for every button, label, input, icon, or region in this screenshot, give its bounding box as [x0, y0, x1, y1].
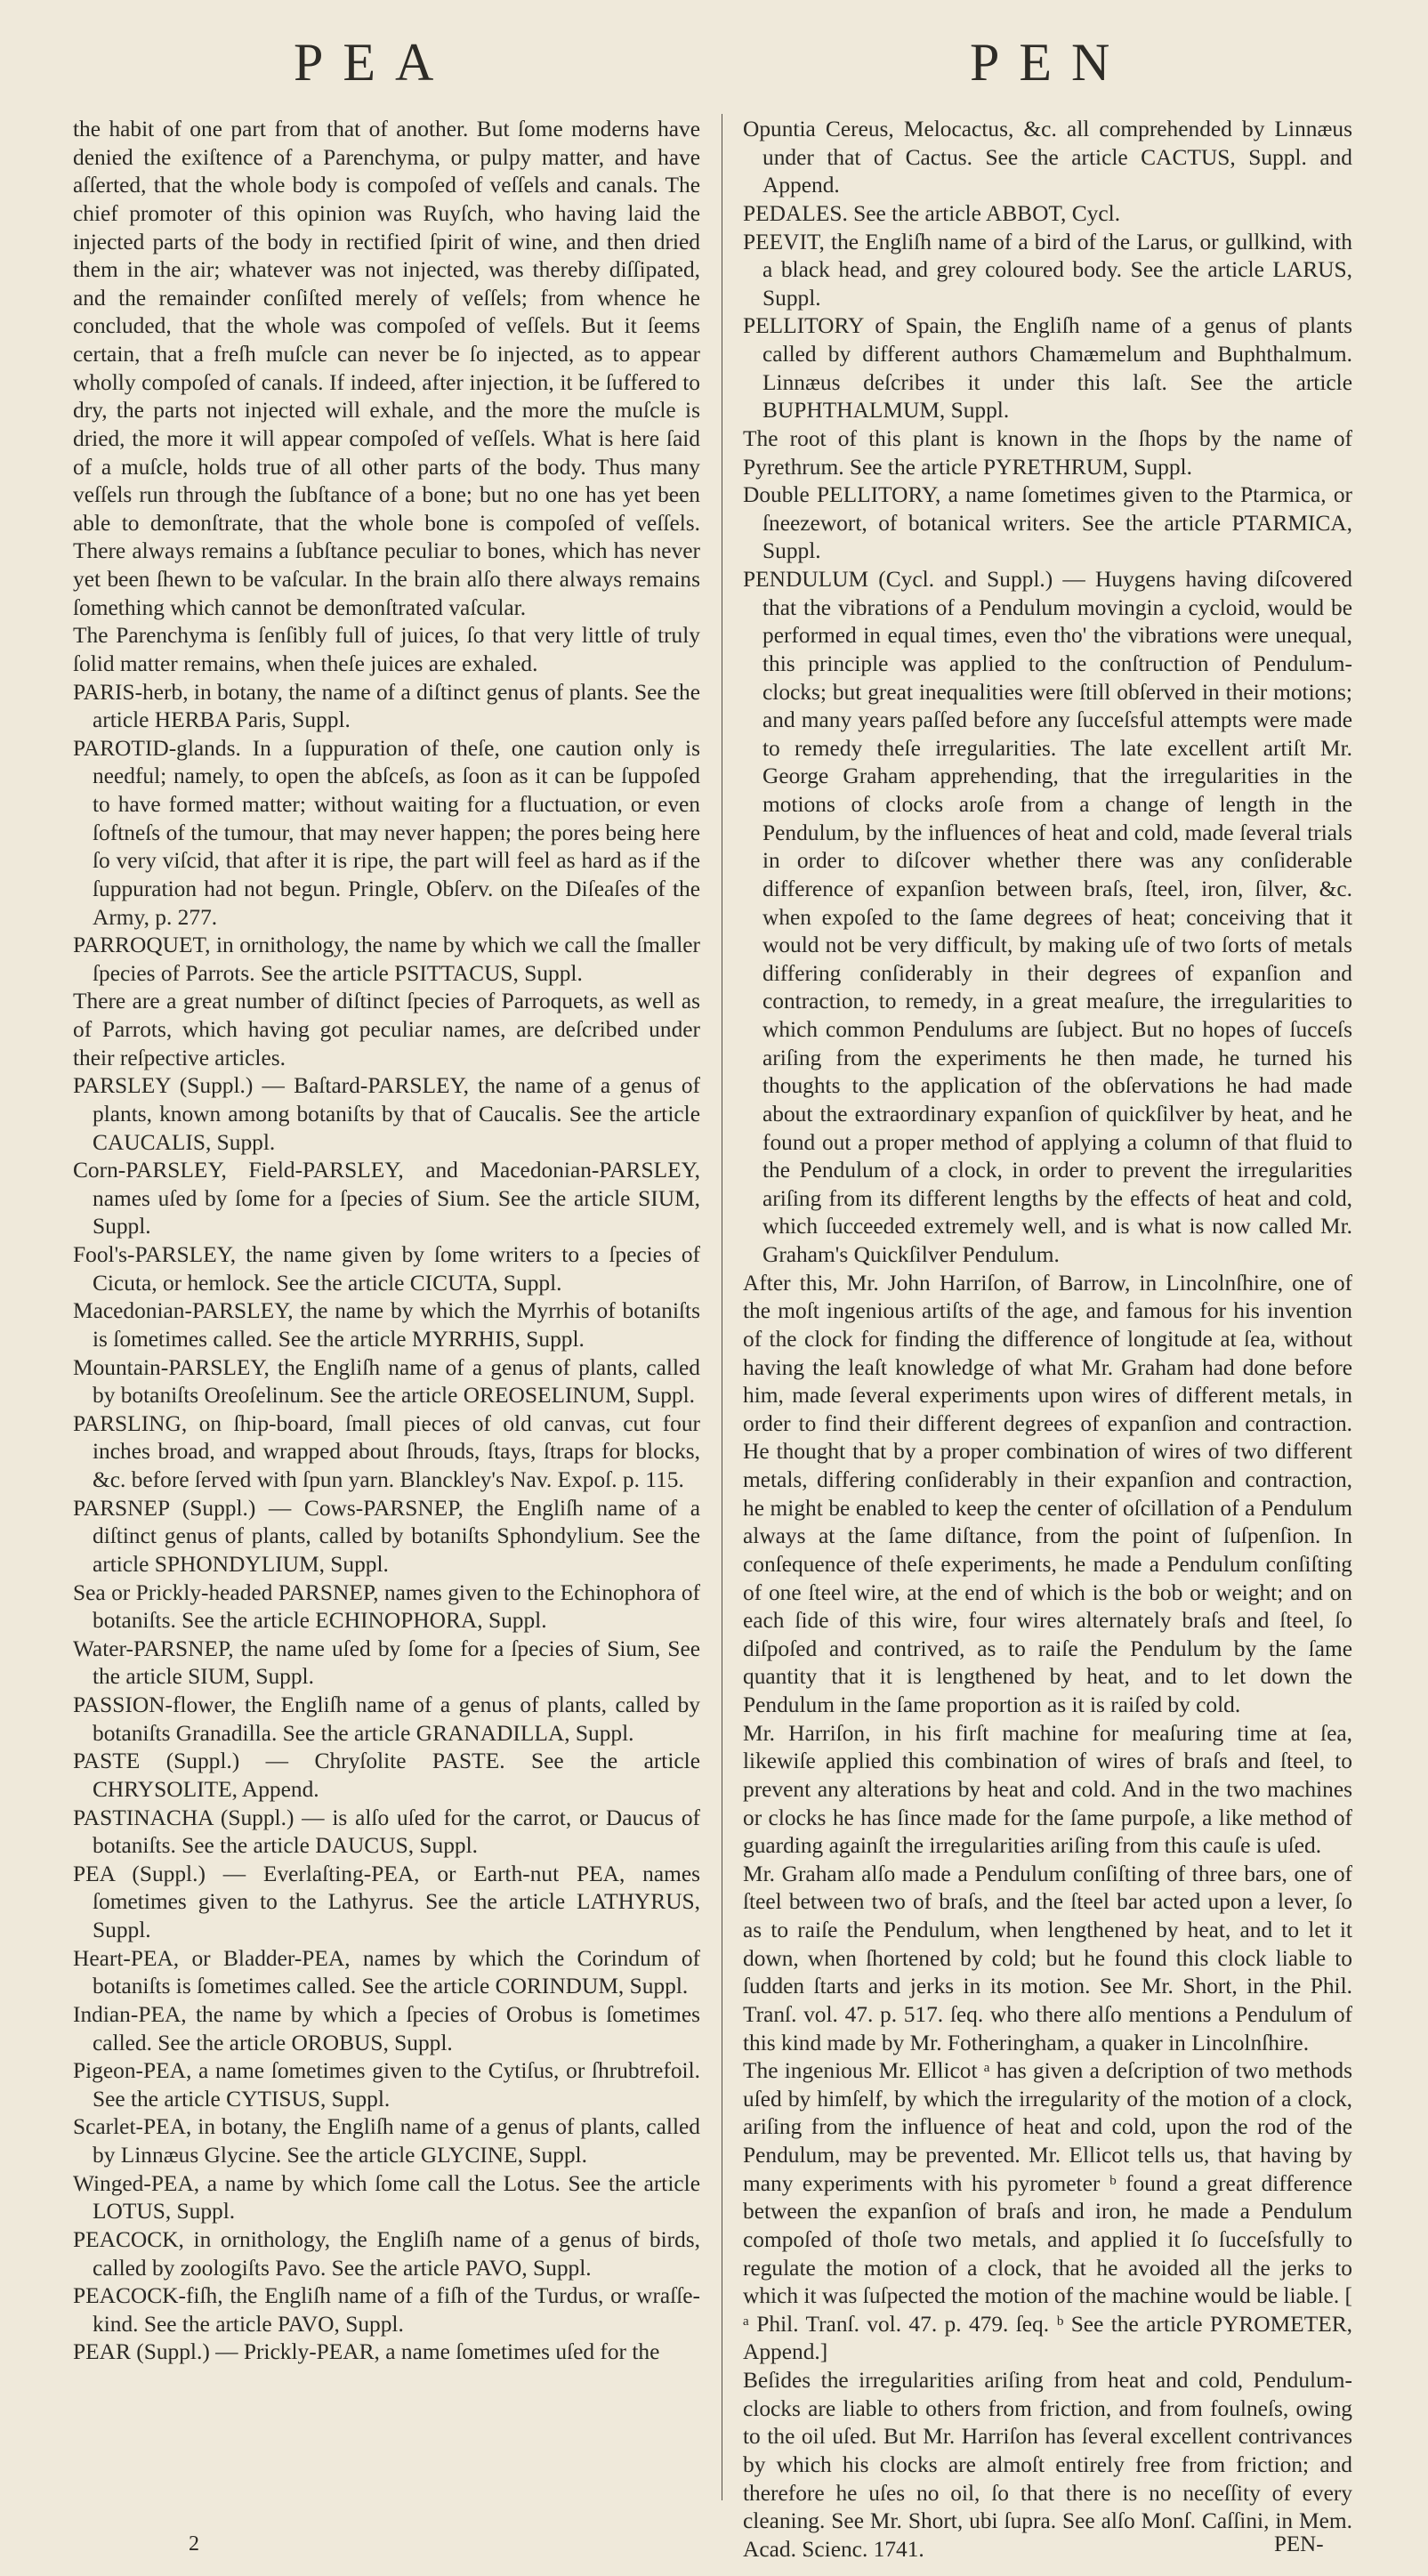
dictionary-entry: PARROQUET, in ornithology, the name by which we call the ſmaller ſpecies of Parrots. See the article PSITTACUS, Suppl.	[73, 933, 700, 986]
dictionary-entry: Sea or Prickly-headed PARSNEP, names given to the Echinophora of botaniſts. See the article ECHINOPHORA, Suppl.	[73, 1579, 700, 1634]
left-column	[73, 116, 700, 2491]
entry-paragraph: There are a great number of diſtinct ſpecies of Parroquets, as well as of Parrots, which having got peculiar names, are deſcribed under their reſpective articles.	[73, 989, 700, 1070]
entry-paragraph: the habit of one part from that of another. But ſome moderns have denied the exiſtence of a Parenchyma, or pulpy matter, and have aſſerted, that the whole body is compoſed of veſſels and canals. The chief promoter of this opinion was Ruyſch, who having laid the injected parts of the body in rectified ſpirit of wine, and then dried them in the air; whatever was not injected, was thereby diſſipated, and the remainder conſiſted merely of veſſels; from whence he concluded, that the whole was compoſed of veſſels. But it ſeems certain, that a freſh muſcle can never be ſo injected, as to appear wholly compoſed of canals. If indeed, after injection, it be ſuffered to dry, the parts not injected will exhale, and the more the muſcle is dried, the more it will appear compoſed of veſſels. What is here ſaid of a muſcle, holds true of all other parts of the body. Thus many veſſels run through the ſubſtance of a bone; but no one has yet been able to demonſtrate, that the whole bone is compoſed of veſſels. There always remains a ſubſtance peculiar to bones, which has never yet been ſhewn to be vaſcular. In the brain alſo there always remains ſomething which cannot be demonſtrated vaſcular.	[73, 117, 700, 620]
dictionary-entry: PEACOCK, in ornithology, the Engliſh name of a genus of birds, called by zoologiſts Pavo. See the article PAVO, Suppl.	[73, 2226, 700, 2281]
dictionary-entry: PARSLING, on ſhip-board, ſmall pieces of old canvas, cut four inches broad, and wrapped about ſhrouds, ſtays, ſtraps for blocks, &c. before ſerved with ſpun yarn. Blanckley's Nav. Expoſ. p. 115.	[73, 1410, 700, 1492]
dictionary-entry: PEEVIT, the Engliſh name of a bird of the Larus, or gullkind, with a black head, and grey coloured body. See the article LARUS, Suppl.	[743, 229, 1352, 311]
dictionary-entry: Fool's-PARSLEY, the name given by ſome writers to a ſpecies of Cicuta, or hemlock. See the article CICUTA, Suppl.	[73, 1242, 700, 1296]
dictionary-entry: PAROTID-glands. In a ſuppuration of theſe, one caution only is needful; namely, to open the abſceſs, as ſoon as it can be ſuppoſed to have formed matter; without waiting for a fluctuation, or even ſoftneſs of the tumour, that may never happen; the pores being here ſo very viſcid, that after it is ripe, the part will feel as hard as if the ſuppuration had not begun. Pringle, Obſerv. on the Diſeaſes of the Army, p. 277.	[73, 735, 700, 930]
entry-paragraph: Mr. Graham alſo made a Pendulum conſiſting of three bars, one of ſteel between two of braſs, and the ſteel bar acted upon a lever, ſo as to raiſe the Pendulum, when lengthened by heat, and to let it down, when ſhortened by cold; but he found this clock liable to ſudden ſtarts and jerks in its motion. See Mr. Short, in the Phil. Tranſ. vol. 47. p. 517. ſeq. who there alſo mentions a Pendulum of this kind made by Mr. Fotheringham, a quaker in Lincolnſhire.	[743, 1861, 1352, 2055]
dictionary-entry: PARSNEP (Suppl.) — Cows-PARSNEP, the Engliſh name of a diſtinct genus of plants, called by botaniſts Sphondylium. See the article SPHONDYLIUM, Suppl.	[73, 1495, 700, 1577]
dictionary-entry: Mountain-PARSLEY, the Engliſh name of a genus of plants, called by botaniſts Oreoſelinum. See the article OREOSELINUM, Suppl.	[73, 1354, 700, 1409]
dictionary-entry: PARSLEY (Suppl.) — Baſtard-PARSLEY, the name of a genus of plants, known among botaniſts by that of Caucalis. See the article CAUCALIS, Suppl.	[73, 1073, 700, 1155]
dictionary-entry: PARIS-herb, in botany, the name of a diſtinct genus of plants. See the article HERBA Paris, Suppl.	[73, 679, 700, 733]
dictionary-entry: Corn-PARSLEY, Field-PARSLEY, and Macedonian-PARSLEY, names uſed by ſome for a ſpecies of Sium. See the article SIUM, Suppl.	[73, 1158, 700, 1240]
dictionary-entry: PASTE (Suppl.) — Chryſolite PASTE. See the article CHRYSOLITE, Append.	[73, 1748, 700, 1802]
dictionary-entry: Double PELLITORY, a name ſometimes given to the Ptarmica, or ſneezewort, of botanical writers. See the article PTARMICA, Suppl.	[743, 482, 1352, 564]
entry-paragraph: The Parenchyma is ſenſibly full of juices, ſo that very little of truly ſolid matter remains, when theſe juices are exhaled.	[73, 623, 700, 676]
signature-mark: 2	[189, 2532, 199, 2556]
entry-continuation: Opuntia Cereus, Melocactus, &c. all comprehended by Linnæus under that of Cactus. See the article CACTUS, Suppl. and Append.	[743, 117, 1352, 198]
dictionary-entry: Winged-PEA, a name by which ſome call the Lotus. See the article LOTUS, Suppl.	[73, 2170, 700, 2225]
catchword: PEN-	[1274, 2532, 1324, 2556]
right-column	[743, 116, 1352, 2562]
dictionary-entry: PEAR (Suppl.) — Prickly-PEAR, a name ſometimes uſed for the	[73, 2339, 660, 2365]
dictionary-entry: PASTINACHA (Suppl.) — is alſo uſed for the carrot, or Daucus of botaniſts. See the article DAUCUS, Suppl.	[73, 1805, 700, 1859]
dictionary-entry: Macedonian-PARSLEY, the name by which the Myrrhis of botaniſts is ſometimes called. See the article MYRRHIS, Suppl.	[73, 1298, 700, 1352]
dictionary-entry: Scarlet-PEA, in botany, the Engliſh name of a genus of plants, called by Linnæus Glycine. See the article GLYCINE, Suppl.	[73, 2114, 700, 2168]
dictionary-entry: PEDALES. See the article ABBOT, Cycl.	[743, 200, 1121, 226]
dictionary-entry: PELLITORY of Spain, the Engliſh name of a genus of plants called by different authors Chamæmelum and Buphthalmum. Linnæus deſcribes it under this laſt. See the article BUPHTHALMUM, Suppl.	[743, 313, 1352, 424]
dictionary-entry: Heart-PEA, or Bladder-PEA, names by which the Corindum of botaniſts is ſometimes called. See the article CORINDUM, Suppl.	[73, 1945, 700, 1999]
dictionary-entry: Indian-PEA, the name by which a ſpecies of Orobus is ſometimes called. See the article OROBUS, Suppl.	[73, 2001, 700, 2055]
dictionary-entry: PASSION-flower, the Engliſh name of a genus of plants, called by botaniſts Granadilla. See the article GRANADILLA, Suppl.	[73, 1692, 700, 1746]
entry-paragraph: Beſides the irregularities ariſing from heat and cold, Pendulum-clocks are liable to others from friction, and from foulneſs, owing to the oil uſed. But Mr. Harriſon has ſeveral excellent contrivances by which his clocks are almoſt entirely free from friction; and therefore he uſes no oil, ſo that there is no neceſſity of every cleaning. See Mr. Short, ubi ſupra. See alſo Monſ. Caſſini, in Mem. Acad. Scienc. 1741.	[743, 2368, 1352, 2562]
entry-paragraph: After this, Mr. John Harriſon, of Barrow, in Lincolnſhire, one of the moſt ingenious artiſts of the age, and famous for his invention of the clock for finding the difference of longitude at ſea, without having the leaſt knowledge of what Mr. Graham had done before him, made ſeveral experiments upon wires of different metals, in order to find their different degrees of expanſion and contraction. He thought that by a proper combination of wires of two different metals, differing conſiderably in their expanſion and contraction, he might be enabled to keep the center of oſcillation of a Pendulum always at the ſame diſtance, from the point of ſuſpenſion. In conſequence of theſe experiments, he made a Pendulum conſiſting of one ſteel wire, at the end of which is the bob or weight; and on each ſide of this wire, four wires alternately braſs and ſteel, ſo diſpoſed and contrived, as to raiſe the Pendulum by the ſame quantity that it is lengthened by heat, and to let down the Pendulum in the ſame proportion as it is raiſed by cold.	[743, 1270, 1352, 1717]
dictionary-entry: PEA (Suppl.) — Everlaſting-PEA, or Earth-nut PEA, names ſometimes given to the Lathyrus. See the article LATHYRUS, Suppl.	[73, 1861, 700, 1942]
dictionary-entry: Pigeon-PEA, a name ſometimes given to the Cytiſus, or ſhrubtrefoil. See the article CYTISUS, Suppl.	[73, 2058, 700, 2112]
running-head-right: PEN	[970, 33, 1130, 92]
entry-paragraph: Mr. Harriſon, in his firſt machine for meaſuring time at ſea, likewiſe applied this combination of wires of braſs and ſteel, to prevent any alterations by heat and cold. And in the two machines or clocks he has ſince made for the ſame purpoſe, a like method of guarding againſt the irregularities ariſing from this cauſe is uſed.	[743, 1720, 1352, 1859]
dictionary-entry: PEACOCK-fiſh, the Engliſh name of a fiſh of the Turdus, or wraſſe-kind. See the article PAVO, Suppl.	[73, 2283, 700, 2337]
entry-paragraph: The ingenious Mr. Ellicot ᵃ has given a deſcription of two methods uſed by himſelf, by which the irregularity of the motion of a clock, ariſing from the influence of heat and cold, upon the rod of the Pendulum, may be prevented. Mr. Ellicot tells us, that having by many experiments with his pyrometer ᵇ found a great difference between the expanſion of braſs and iron, he made a Pendulum compoſed of thoſe two metals, and applied it ſo ſucceſsfully to regulate the motion of a clock, that he avoided all the jerks to which it was ſuſpected the motion of the machine would be liable. [ ᵃ Phil. Tranſ. vol. 47. p. 479. ſeq. ᵇ See the article PYROMETER, Append.]	[743, 2058, 1352, 2365]
running-head-left: PEA	[294, 33, 454, 92]
entry-paragraph: The root of this plant is known in the ſhops by the name of Pyrethrum. See the article PYRETHRUM, Suppl.	[743, 425, 1352, 480]
dictionary-entry: PENDULUM (Cycl. and Suppl.) — Huygens having diſcovered that the vibrations of a Pendulum movingin a cycloid, would be performed in equal times, even tho' the vibrations were unequal, this principle was applied to the conſtruction of Pendulum-clocks; but great inequalities were ſtill obſerved in their motions; and many years paſſed before any ſucceſsful attempts were made to remedy theſe irregularities. The late excellent artiſt Mr. George Graham apprehending, that the irregularities in the motions of clocks aroſe from a change of length in the Pendulum, by the influences of heat and cold, made ſeveral trials in order to diſcover whether there was any conſiderable difference of expanſion between braſs, ſteel, iron, ſilver, &c. when expoſed to the ſame degrees of heat; conceiving that it would not be very difficult, by making uſe of two ſorts of metals differing conſiderably in their degrees of expanſion and contraction, to remedy, in a great meaſure, the irregularities to which common Pendulums are ſubject. But no hopes of ſucceſs ariſing from the experiments he then made, he turned his thoughts to the application of the obſervations he had made about the extraordinary expanſion of quickſilver by heat, and he found out a proper method of applying a column of that fluid to the Pendulum of a clock, in order to prevent the irregularities ariſing from its different lengths by the effects of heat and cold, which ſucceeded extremely well, and is what is now called Mr. Graham's Quickſilver Pendulum.	[743, 567, 1352, 1267]
dictionary-entry: Water-PARSNEP, the name uſed by ſome for a ſpecies of Sium, See the article SIUM, Suppl.	[73, 1635, 700, 1690]
